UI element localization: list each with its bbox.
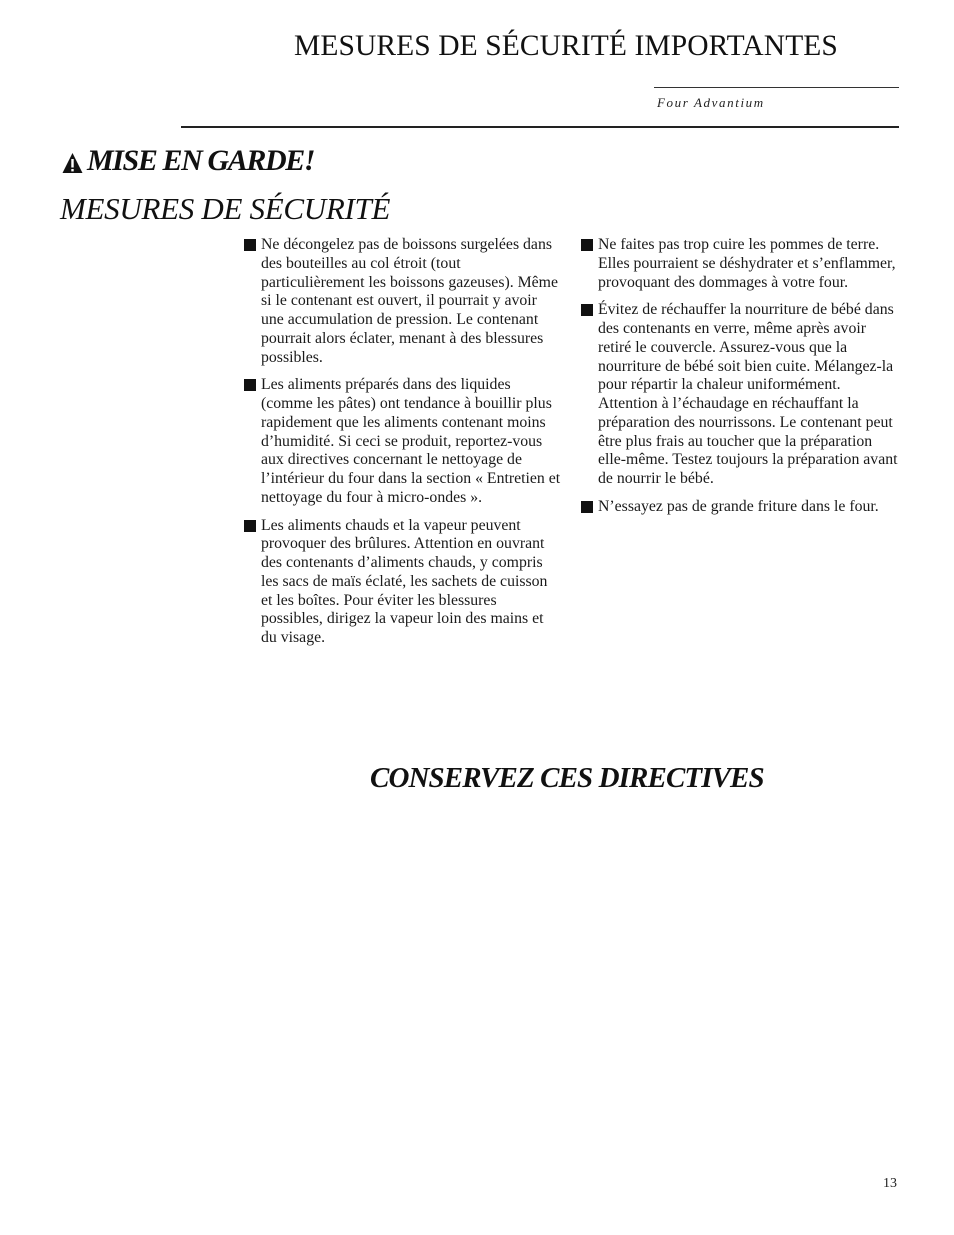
- list-item-text: Les aliments chauds et la vapeur peuvent provoquer des brûlures. Attention en ouvrant des contenants d’aliments chauds, y compris les sacs de maïs éclaté, les sachets de cuisson et les boîtes. Pour éviter les blessures possibles, dirigez la vapeur loin des mains et du visage.: [261, 516, 548, 646]
- list-item-text: Ne décongelez pas de boissons surgelées dans des bouteilles au col étroit (tout particulièrement les boissons gazeuses). Même si le contenant est ouvert, il pourrait y avoir une accumulation de pression. Le contenant pourrait alors éclater, menant à des blessures possibles.: [261, 236, 558, 366]
- warning-heading: [62, 144, 314, 178]
- header-rule-short: [654, 87, 899, 88]
- footer-heading: CONSERVEZ CES DIRECTIVES: [370, 762, 764, 794]
- list-item: [581, 301, 901, 489]
- list-item-text: N’essayez pas de grande friture dans le four.: [598, 497, 879, 515]
- right-column: [581, 236, 901, 526]
- list-item-text: Ne faites pas trop cuire les pommes de terre. Elles pourraient se déshydrater et s’enflammer, provoquant des dommages à votre four.: [598, 236, 896, 291]
- list-item: [244, 376, 562, 507]
- list-item: [581, 498, 901, 517]
- bullet-square-icon: [244, 379, 256, 391]
- product-subtitle: Four Advantium: [657, 95, 765, 110]
- page-title: MESURES DE SÉCURITÉ IMPORTANTES: [294, 30, 838, 62]
- list-item-text: Les aliments préparés dans des liquides (comme les pâtes) ont tendance à bouillir plus rapidement que les aliments contenant moins d’humidité. Si ceci se produit, reportez-vous aux directives concernant le nettoyage de l’intérieur du four dans la section « Entretien et nettoyage du four à micro-ondes ».: [261, 376, 561, 506]
- header-rule-long: [181, 126, 899, 128]
- left-column: [244, 236, 562, 657]
- bullet-square-icon: [581, 304, 593, 316]
- bullet-square-icon: [244, 520, 256, 532]
- warning-triangle-icon: [62, 152, 83, 174]
- list-item: [581, 236, 901, 292]
- bullet-square-icon: [581, 239, 593, 251]
- bullet-square-icon: [244, 239, 256, 251]
- bullet-square-icon: [581, 501, 593, 513]
- section-heading: MESURES DE SÉCURITÉ: [60, 191, 391, 226]
- list-item-text: Évitez de réchauffer la nourriture de bébé dans des contenants en verre, même après avoir retiré le couvercle. Assurez-vous que la nourriture de bébé soit bien cuite. Mélangez-la pour répartir la chaleur uniformément. Attention à l’échaudage en réchauffant la préparation des nourrissons. Le contenant peut être plus frais au toucher que la préparation elle-même. Testez toujours la préparation avant de nourrir le bébé.: [598, 301, 898, 487]
- list-item: [244, 517, 562, 648]
- list-item: [244, 236, 562, 367]
- page-number: 13: [883, 1176, 897, 1191]
- warning-label: MISE EN GARDE!: [87, 144, 315, 177]
